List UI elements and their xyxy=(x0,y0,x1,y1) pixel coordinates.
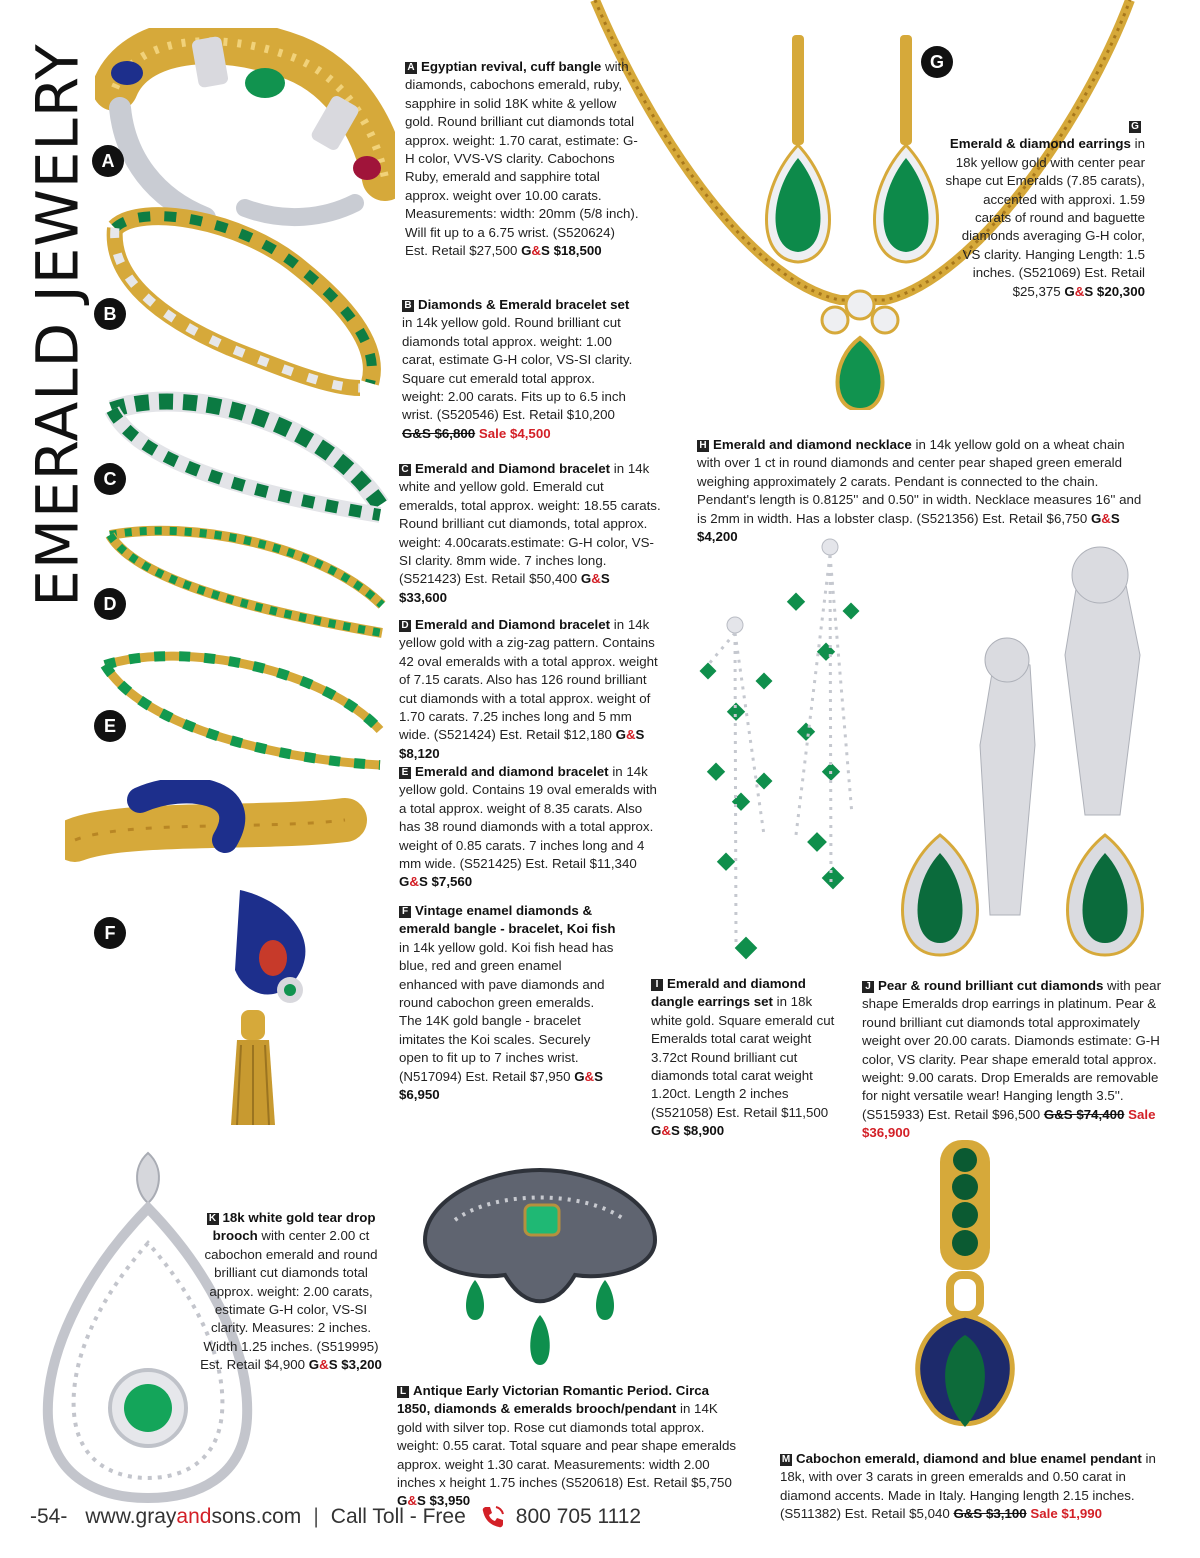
item-g-description xyxy=(945,117,1145,301)
phone-number[interactable]: 800 705 1112 xyxy=(515,1505,642,1528)
item-b-text: in 14k yellow gold. Round brilliant cut diamonds total approx. weight: 1.00 carat, estimate G-H color, VS-SI clarity. Square cut emerald total approx. weight: 2.00 carats. Fits up to 6.5 inch wrist. (S520546) Est. Retail $10,200 xyxy=(402,315,633,423)
item-m-text: in 18k, with over 3 carats in green emeralds and 0.50 carat in diamond accents. Made in Italy. Hanging length 2.15 inches. (S511382) Est. Retail $5,040 xyxy=(780,1451,1156,1522)
item-j-letter: J xyxy=(862,981,874,993)
footer xyxy=(30,1500,730,1534)
item-m-name: Cabochon emerald, diamond and blue enamel pendant xyxy=(796,1451,1142,1466)
emerald-diamond-bracelet-d-image xyxy=(100,515,390,655)
page-number: -54- xyxy=(30,1505,68,1528)
item-h-price: G&S $4,200 xyxy=(697,510,1120,545)
badge-b: B xyxy=(94,298,126,330)
call-label: Call Toll - Free xyxy=(330,1505,466,1528)
item-i-text: in 18k white gold. Square emerald cut Emeralds total carat weight 3.72ct Round brilliant cut diamonds total carat weight 1.20ct. Length 2 inches (S521058) Est. Retail $11,500 xyxy=(651,994,835,1120)
item-b-sale-price: Sale $4,500 xyxy=(478,425,551,441)
item-k-description xyxy=(196,1209,386,1375)
item-g-letter: G xyxy=(1129,121,1141,133)
badge-f: F xyxy=(94,917,126,949)
item-d-price: G&S $8,120 xyxy=(399,727,645,761)
page-title xyxy=(24,30,93,620)
emerald-bracelet-set-image xyxy=(100,198,390,398)
koi-fish-bangle-image xyxy=(65,780,385,1140)
item-c-description xyxy=(399,460,661,607)
item-i-description xyxy=(651,975,843,1141)
badge-d: D xyxy=(94,588,126,620)
item-d-description xyxy=(399,616,661,763)
item-e-letter: E xyxy=(399,767,411,779)
item-i-letter: I xyxy=(651,979,663,991)
item-m-letter: M xyxy=(781,1454,791,1465)
item-m-old-price: G&S $3,100 xyxy=(953,1506,1027,1522)
item-f-letter: F xyxy=(399,906,411,918)
item-b-letter: B xyxy=(402,300,414,312)
item-m-description xyxy=(780,1450,1175,1524)
item-c-name: Emerald and Diamond bracelet xyxy=(415,461,611,476)
item-d-text: in 14k yellow gold with a zig-zag pattern. Contains 42 oval emeralds with a total approx. weight of 7.15 carats. Also has 126 round brilliant cut diamonds with a total approx. weight of 1.70 carats. 7.25 inches long and 5 mm wide. (S521424) Est. Retail $12,180 xyxy=(399,617,658,743)
item-k-price: G&S $3,200 xyxy=(308,1357,382,1373)
item-c-text: in 14k white and yellow gold. Emerald cut emeralds, total approx. weight: 18.55 carats. Round brilliant cut diamonds, total approx. weight: 4.00carats.estimate: G-H color, VS-SI clarity. 8mm wide. 7 inches long. (S521423) Est. Retail $50,400 xyxy=(399,461,661,587)
item-h-text: in 14k yellow gold on a wheat chain with over 1 ct in round diamonds and center pear shaped green emerald weighing approximately 2 carats. Pendant is connected to the chain. Pendant's length is 0.8125'' and 0.50'' in width. Necklace measures 16'' and is 2mm in width. Has a lobster clasp. (S521356) Est. Retail $6,750 xyxy=(697,437,1142,526)
badge-a: A xyxy=(92,145,124,177)
item-c-letter: C xyxy=(399,464,411,476)
item-e-name: Emerald and diamond bracelet xyxy=(415,764,609,779)
item-b-name: Diamonds & Emerald bracelet set xyxy=(418,297,630,312)
item-i-price: G&S $8,900 xyxy=(651,1123,725,1139)
emerald-diamond-bracelet-e-image xyxy=(95,640,385,785)
footer-separator: | xyxy=(313,1505,319,1528)
item-f-price: G&S $6,950 xyxy=(399,1068,604,1103)
item-j-text: with pear shape Emeralds drop earrings in platinum. Pear & round brilliant cut diamonds total approximately weight over 20.00 carats. Diamonds estimate: G-H color, VS clarity. Pear shape emerald total approx. weight: 9.00 carats. Drop Emeralds are removable for night versatile wear! Hanging length 3.5''. (S515933) Est. Retail $96,500 xyxy=(862,978,1162,1122)
item-e-text: in 14k yellow gold. Contains 19 oval emeralds with a total approx. weight of 8.35 carats. Also has 38 round diamonds with a total approx. weight of 0.85 carats. 7 inches long and 4 mm wide. (S521425) Est. Retail $11,340 xyxy=(399,764,657,872)
phone-icon xyxy=(480,1504,506,1530)
item-e-description xyxy=(399,763,661,892)
item-g-name: Emerald & diamond earrings xyxy=(949,136,1131,152)
pear-emerald-diamond-earrings-image xyxy=(895,535,1155,985)
item-i-name: Emerald and diamond dangle earrings set xyxy=(651,976,806,1010)
item-m-sale-price: Sale $1,990 xyxy=(1030,1506,1103,1522)
item-l-letter: L xyxy=(397,1386,409,1398)
item-g-price: G&S $20,300 xyxy=(1064,283,1145,299)
badge-c: C xyxy=(94,463,126,495)
page-title-text: EMERALD JEWELRY xyxy=(24,43,93,607)
emerald-diamond-bracelet-c-image xyxy=(100,385,390,535)
item-l-description xyxy=(397,1382,742,1511)
item-f-text: in 14k yellow gold. Koi fish head has blue, red and green enamel enhanced with pave diamonds and round cabochon green emeralds. The 14K gold bangle - bracelet imitates the Koi scales. Securely open to fit up to 7 inches wrist. (N517094) Est. Retail $7,950 xyxy=(399,939,614,1084)
item-k-letter: K xyxy=(207,1213,219,1225)
item-c-price: G&S $33,600 xyxy=(399,571,610,605)
website-link[interactable]: www.grayandsons.com xyxy=(85,1505,302,1528)
item-d-letter: D xyxy=(399,620,411,632)
item-b-description xyxy=(402,296,634,443)
item-j-description xyxy=(862,977,1172,1143)
item-f-description xyxy=(399,902,619,1104)
item-h-name: Emerald and diamond necklace xyxy=(713,437,912,452)
badge-g: G xyxy=(921,46,953,78)
cabochon-enamel-pendant-image xyxy=(905,1135,1025,1450)
dangle-earrings-image xyxy=(690,535,860,965)
item-d-name: Emerald and Diamond bracelet xyxy=(415,617,611,632)
item-f-name: Vintage enamel diamonds & emerald bangle - bracelet, Koi fish xyxy=(399,903,616,937)
item-b-old-price: G&S $6,800 xyxy=(402,425,476,441)
item-l-price: G&S $3,950 xyxy=(397,1493,471,1509)
item-k-text: with center 2.00 ct cabochon emerald and round brilliant cut diamonds total approx. weight: 2.00 carats, estimate G-H color, VS-SI clarity. Measures: 2 inches. Width 1.25 inches. (S519995) Est. Retail $4,900 xyxy=(200,1228,379,1373)
item-g-text: in 18k yellow gold with center pear shape cut Emeralds (7.85 carats), accented with approxi. 1.59 carats of round and baguette diamonds averaging G-H color, VS clarity. Hanging Length: 1.5 inches. (S521069) Est. Retail $25,375 xyxy=(945,136,1145,299)
item-l-text: in 14K gold with silver top. Rose cut diamonds total approx. weight: 0.55 carat. Total square and pear shape emeralds approx. weight 1.30 carat. Measurements: width 2.00 inches x height 1.75 inches (S520618) Est. Retail $5,750 xyxy=(397,1401,737,1491)
item-e-price: G&S $7,560 xyxy=(399,874,473,890)
item-a-price: G&S $18,500 xyxy=(521,243,602,259)
item-l-name: Antique Early Victorian Romantic Period. Circa 1850, diamonds & emeralds brooch/pendant xyxy=(397,1383,710,1417)
item-h-letter: H xyxy=(697,440,709,452)
item-j-name: Pear & round brilliant cut diamonds xyxy=(878,978,1104,993)
item-a-text: with diamonds, cabochons emerald, ruby, sapphire in solid 18K white & yellow gold. Round brilliant cut diamonds total approx. weight: 1.70 carat, estimate: G-H color, VVS-VS clarity. Cabochons Ruby, emerald and sapphire total approx. weight over 10.00 carats. Measurements: width: 20mm (5/8 inch). Will fit up to a 6.75 wrist. (S520624) Est. Retail $27,500 xyxy=(405,59,639,259)
item-j-old-price: G&S $74,400 xyxy=(1043,1106,1125,1122)
item-a-letter: A xyxy=(405,62,417,74)
victorian-brooch-image xyxy=(415,1150,665,1380)
item-j-sale-price: Sale $36,900 xyxy=(862,1106,1156,1141)
item-a-name: Egyptian revival, cuff bangle xyxy=(421,59,602,74)
item-h-description xyxy=(697,436,1147,546)
item-k-name: 18k white gold tear drop brooch xyxy=(212,1210,376,1244)
badge-e: E xyxy=(94,710,126,742)
item-a-description xyxy=(405,58,640,260)
